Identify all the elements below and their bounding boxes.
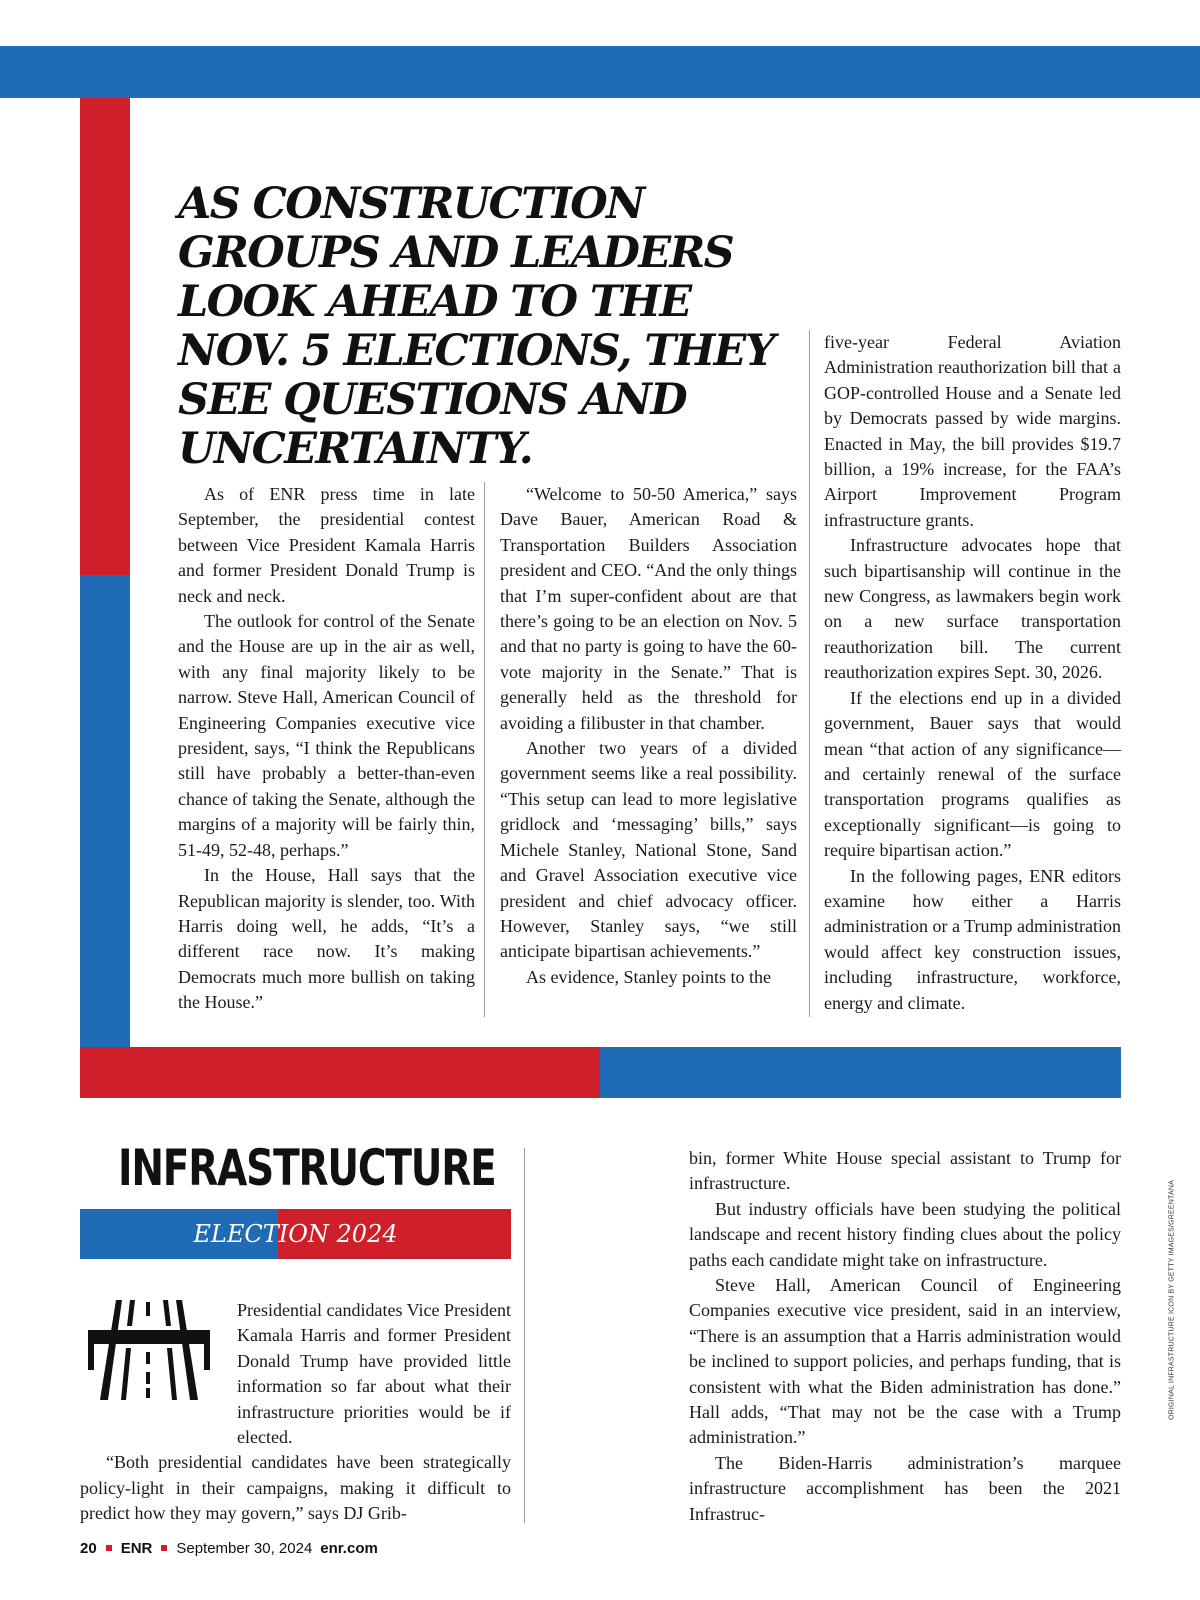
paragraph: As of ENR press time in late September, the presidential contest between Vice President Kamala Harris and former President Donald Trump is neck and neck. bbox=[178, 484, 475, 606]
paragraph: “Both presidential candidates have been strategically policy-light in their campaigns, making it difficult to predict how they may govern,” says DJ Grib- bbox=[80, 1452, 511, 1524]
image-credit: ORIGINAL INFRASTRUCTURE ICON BY GETTY IMAGES/GREENTANA bbox=[1168, 1179, 1176, 1421]
page-number: 20 bbox=[80, 1539, 97, 1557]
separator-square bbox=[106, 1545, 112, 1551]
divider-blue-band bbox=[600, 1047, 1121, 1098]
section-title: INFRASTRUCTURE bbox=[118, 1139, 496, 1197]
paragraph: bin, former White House special assistant to Trump for infrastructure. bbox=[689, 1148, 1121, 1194]
top-blue-band bbox=[0, 46, 1200, 98]
intro-column-1 bbox=[178, 482, 475, 1016]
column-rule bbox=[809, 330, 810, 1017]
election-banner-label: ELECTION 2024 bbox=[193, 1220, 398, 1248]
paragraph: The outlook for control of the Senate and the House are up in the air as well, with any final majority likely to be narrow. Steve Hall, American Council of Engineering Companies executive vice president, says, “I think the Republicans still have probably a better-than-even chance of taking the Senate, although the margins of a majority will be fairly thin, 51-49, 52-48, perhaps.” bbox=[178, 611, 475, 860]
paragraph: “Welcome to 50-50 America,” says Dave Bauer, American Road & Transportation Builders Association president and CEO. “And the only things that I’m super-confident about are that there’s going to be an election on Nov. 5 and that no party is going to have the 60-vote majority in the Senate.” That is generally held as the threshold for avoiding a filibuster in that chamber. bbox=[500, 484, 797, 733]
intro-column-3 bbox=[824, 330, 1121, 1016]
left-red-bar bbox=[80, 98, 130, 575]
intro-column-2 bbox=[500, 482, 797, 990]
headline: AS CONSTRUCTION GROUPS AND LEADERS LOOK AHEAD TO THE NOV. 5 ELECTIONS, THEY SEE QUESTIONS AND UNCERTAINTY. bbox=[178, 179, 774, 474]
paragraph: five-year Federal Aviation Administration reauthorization bill that a GOP-controlled House and a Senate led by Democrats passed by wide margins. Enacted in May, the bill provides $19.7 billion, a 19% increase, for the FAA’s Airport Improvement Program infrastructure grants. bbox=[824, 332, 1121, 530]
paragraph: Presidential candidates Vice President Kamala Harris and former President Donald Trump have provided little information so far about what their infrastructure priorities would be if elected. bbox=[237, 1300, 512, 1448]
paragraph: But industry officials have been studying the political landscape and recent history finding clues about the policy paths each candidate might take on infrastructure. bbox=[689, 1198, 1121, 1270]
paragraph: In the House, Hall says that the Republican majority is slender, too. With Harris doing well, he adds, “It’s a different race now. It’s making Democrats much more bullish on taking the House.” bbox=[178, 865, 475, 1013]
paragraph: As evidence, Stanley points to the bbox=[526, 966, 771, 987]
divider-red-band bbox=[80, 1047, 600, 1098]
column-rule bbox=[484, 482, 485, 1017]
paragraph: Another two years of a divided government seems like a real possibility. “This setup can lead to more legislative gridlock and ‘messaging’ bills,” says Michele Stanley, National Stone, Sand and Gravel Association executive vice president and chief advocacy officer. However, Stanley says, “we still anticipate bipartisan achievements.” bbox=[500, 738, 797, 962]
brand-name: ENR bbox=[120, 1539, 153, 1557]
left-blue-bar bbox=[80, 575, 130, 1047]
page-footer bbox=[80, 1537, 500, 1559]
separator-square bbox=[161, 1545, 167, 1551]
section-column-1 bbox=[80, 1298, 511, 1527]
paragraph: If the elections end up in a divided government, Bauer says that would mean “that action of any significance—and certainly renewal of the surface transportation programs qualifies as exceptionally significant—is going to require bipartisan action.” bbox=[824, 687, 1121, 861]
column-rule bbox=[524, 1148, 525, 1523]
issue-date: September 30, 2024 bbox=[176, 1539, 313, 1557]
paragraph: Infrastructure advocates hope that such bipartisanship will continue in the new Congress, as lawmakers begin work on a new surface transportation reauthorization bill. The current reauthorization expires Sept. 30, 2026. bbox=[824, 535, 1121, 683]
paragraph: The Biden-Harris administration’s marquee infrastructure accomplishment has been the 2021 Infrastruc- bbox=[689, 1452, 1121, 1524]
section-column-2 bbox=[689, 1146, 1121, 1527]
paragraph: Steve Hall, American Council of Engineering Companies executive vice president, said in an interview, “There is an assumption that a Harris administration would be inclined to support policies, and perhaps funding, that is consistent with what the Biden administration has done.” Hall adds, “That may not be the case with a Trump administration.” bbox=[689, 1275, 1121, 1448]
paragraph: In the following pages, ENR editors examine how either a Harris administration or a Trump administration would affect key construction issues, including infrastructure, workforce, energy and climate. bbox=[824, 865, 1121, 1013]
site-url: enr.com bbox=[320, 1539, 378, 1557]
